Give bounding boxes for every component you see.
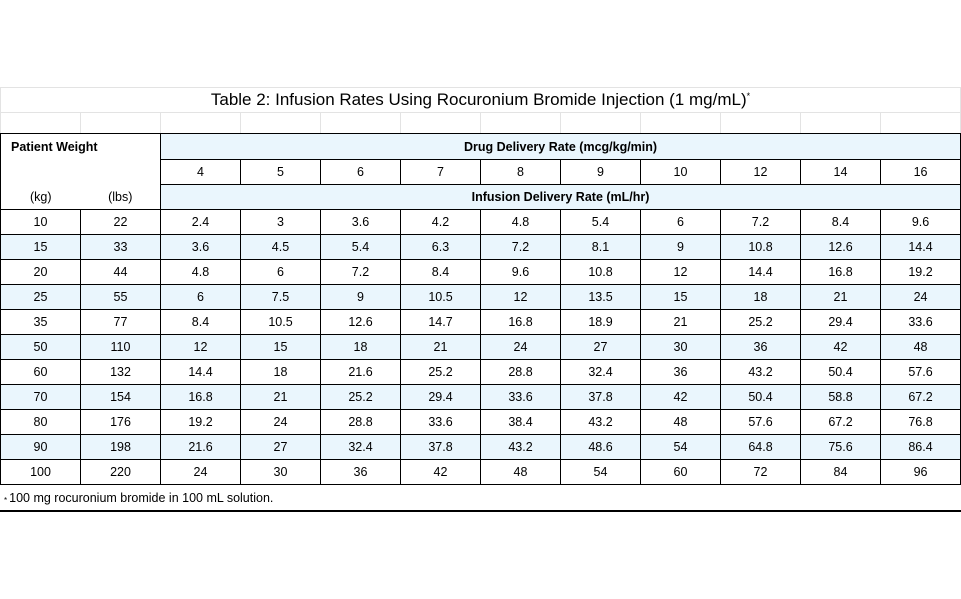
infusion-rates-table xyxy=(0,133,961,485)
infusion-rate-cell: 57.6 xyxy=(721,410,801,435)
weight-lbs-cell: 110 xyxy=(81,335,161,360)
infusion-rate-cell: 43.2 xyxy=(481,435,561,460)
infusion-rate-cell: 24 xyxy=(161,460,241,485)
infusion-rate-cell: 24 xyxy=(241,410,321,435)
infusion-rate-cell: 24 xyxy=(881,285,961,310)
infusion-rate-cell: 19.2 xyxy=(881,260,961,285)
patient-weight-header: Patient Weight xyxy=(1,134,161,160)
infusion-rate-cell: 14.4 xyxy=(721,260,801,285)
drug-delivery-rate-header: Drug Delivery Rate (mcg/kg/min) xyxy=(161,134,961,160)
infusion-rate-cell: 8.1 xyxy=(561,235,641,260)
infusion-rate-cell: 48 xyxy=(881,335,961,360)
table-title-text: Table 2: Infusion Rates Using Rocuronium Bromide Injection (1 mg/mL) xyxy=(210,90,747,109)
infusion-rate-cell: 15 xyxy=(641,285,721,310)
infusion-rate-cell: 33.6 xyxy=(481,385,561,410)
table-row xyxy=(1,360,961,385)
infusion-rate-cell: 9.6 xyxy=(881,210,961,235)
infusion-rate-cell: 4.2 xyxy=(401,210,481,235)
title-footnote-marker: * xyxy=(746,91,751,101)
infusion-rate-cell: 8.4 xyxy=(401,260,481,285)
infusion-rate-cell: 3.6 xyxy=(161,235,241,260)
infusion-rate-cell: 12 xyxy=(161,335,241,360)
weight-lbs-cell: 220 xyxy=(81,460,161,485)
infusion-rate-cell: 42 xyxy=(641,385,721,410)
weight-lbs-cell: 176 xyxy=(81,410,161,435)
table-row xyxy=(1,210,961,235)
infusion-rate-cell: 38.4 xyxy=(481,410,561,435)
dose-header: 14 xyxy=(801,160,881,185)
infusion-rate-cell: 5.4 xyxy=(561,210,641,235)
weight-lbs-cell: 132 xyxy=(81,360,161,385)
weight-kg-cell: 90 xyxy=(1,435,81,460)
dose-header: 16 xyxy=(881,160,961,185)
infusion-rate-cell: 7.2 xyxy=(481,235,561,260)
infusion-rate-cell: 30 xyxy=(641,335,721,360)
weight-kg-cell: 80 xyxy=(1,410,81,435)
dose-header: 5 xyxy=(241,160,321,185)
infusion-rate-cell: 9.6 xyxy=(481,260,561,285)
infusion-rate-cell: 30 xyxy=(241,460,321,485)
infusion-rate-cell: 48.6 xyxy=(561,435,641,460)
lbs-header: (lbs) xyxy=(81,185,161,210)
infusion-rate-cell: 21.6 xyxy=(321,360,401,385)
table-row xyxy=(1,285,961,310)
table-row xyxy=(1,235,961,260)
weight-lbs-cell: 77 xyxy=(81,310,161,335)
infusion-rate-cell: 42 xyxy=(801,335,881,360)
infusion-rate-cell: 16.8 xyxy=(161,385,241,410)
dose-header: 7 xyxy=(401,160,481,185)
infusion-rate-cell: 50.4 xyxy=(801,360,881,385)
infusion-rate-cell: 3.6 xyxy=(321,210,401,235)
infusion-rate-cell: 32.4 xyxy=(321,435,401,460)
infusion-rate-cell: 10.8 xyxy=(721,235,801,260)
infusion-rate-cell: 16.8 xyxy=(481,310,561,335)
table-row xyxy=(1,335,961,360)
infusion-delivery-rate-header: Infusion Delivery Rate (mL/hr) xyxy=(161,185,961,210)
infusion-rate-cell: 16.8 xyxy=(801,260,881,285)
dose-header: 4 xyxy=(161,160,241,185)
infusion-rate-cell: 14.4 xyxy=(161,360,241,385)
weight-lbs-cell: 198 xyxy=(81,435,161,460)
infusion-rate-cell: 60 xyxy=(641,460,721,485)
dose-header: 12 xyxy=(721,160,801,185)
infusion-rate-cell: 7.2 xyxy=(721,210,801,235)
infusion-rate-cell: 3 xyxy=(241,210,321,235)
sheet-gridline xyxy=(480,112,481,133)
infusion-rate-cell: 6 xyxy=(161,285,241,310)
weight-kg-cell: 25 xyxy=(1,285,81,310)
footnote-marker: * xyxy=(4,496,8,505)
infusion-rate-cell: 37.8 xyxy=(401,435,481,460)
infusion-rate-cell: 76.8 xyxy=(881,410,961,435)
footnote-text: 100 mg rocuronium bromide in 100 mL solution. xyxy=(9,491,274,505)
infusion-rate-cell: 25.2 xyxy=(321,385,401,410)
infusion-rate-cell: 58.8 xyxy=(801,385,881,410)
infusion-rate-cell: 75.6 xyxy=(801,435,881,460)
infusion-rate-cell: 5.4 xyxy=(321,235,401,260)
weight-kg-cell: 15 xyxy=(1,235,81,260)
infusion-rate-cell: 19.2 xyxy=(161,410,241,435)
infusion-rate-cell: 43.2 xyxy=(721,360,801,385)
infusion-rate-cell: 2.4 xyxy=(161,210,241,235)
infusion-rate-cell: 29.4 xyxy=(801,310,881,335)
infusion-rate-cell: 8.4 xyxy=(161,310,241,335)
table-title xyxy=(0,87,961,112)
infusion-rate-cell: 21 xyxy=(241,385,321,410)
infusion-rate-cell: 33.6 xyxy=(401,410,481,435)
infusion-rate-cell: 21 xyxy=(401,335,481,360)
infusion-rate-cell: 21 xyxy=(801,285,881,310)
header-row-2 xyxy=(1,160,961,185)
infusion-rate-cell: 48 xyxy=(481,460,561,485)
weight-kg-cell: 60 xyxy=(1,360,81,385)
infusion-rate-cell: 29.4 xyxy=(401,385,481,410)
infusion-rate-cell: 21.6 xyxy=(161,435,241,460)
infusion-rate-cell: 37.8 xyxy=(561,385,641,410)
infusion-rate-cell: 18 xyxy=(321,335,401,360)
infusion-rate-cell: 12 xyxy=(481,285,561,310)
infusion-rate-cell: 28.8 xyxy=(481,360,561,385)
infusion-rate-cell: 6 xyxy=(241,260,321,285)
infusion-rate-cell: 25.2 xyxy=(401,360,481,385)
sheet-gridline xyxy=(880,112,881,133)
infusion-rate-cell: 18 xyxy=(721,285,801,310)
infusion-rate-cell: 6.3 xyxy=(401,235,481,260)
infusion-rate-cell: 6 xyxy=(641,210,721,235)
infusion-rate-cell: 28.8 xyxy=(321,410,401,435)
table-row xyxy=(1,385,961,410)
infusion-rate-cell: 42 xyxy=(401,460,481,485)
infusion-rate-cell: 96 xyxy=(881,460,961,485)
sheet-gridline xyxy=(160,112,161,133)
infusion-rate-cell: 67.2 xyxy=(801,410,881,435)
table-row xyxy=(1,410,961,435)
infusion-rate-cell: 27 xyxy=(561,335,641,360)
table-row xyxy=(1,435,961,460)
weight-kg-cell: 20 xyxy=(1,260,81,285)
table-footnote xyxy=(0,486,961,512)
infusion-rate-cell: 4.8 xyxy=(481,210,561,235)
sheet-gridline xyxy=(640,112,641,133)
infusion-rate-cell: 7.2 xyxy=(321,260,401,285)
dose-header: 8 xyxy=(481,160,561,185)
weight-lbs-cell: 33 xyxy=(81,235,161,260)
infusion-rate-cell: 4.5 xyxy=(241,235,321,260)
infusion-rate-cell: 67.2 xyxy=(881,385,961,410)
table-row xyxy=(1,460,961,485)
infusion-rate-cell: 7.5 xyxy=(241,285,321,310)
infusion-rate-cell: 86.4 xyxy=(881,435,961,460)
infusion-rate-cell: 24 xyxy=(481,335,561,360)
infusion-rate-cell: 32.4 xyxy=(561,360,641,385)
table-row xyxy=(1,260,961,285)
kg-header: (kg) xyxy=(1,185,81,210)
dose-header: 9 xyxy=(561,160,641,185)
weight-kg-cell: 100 xyxy=(1,460,81,485)
infusion-rate-cell: 13.5 xyxy=(561,285,641,310)
infusion-rate-cell: 10.8 xyxy=(561,260,641,285)
sheet-gridline xyxy=(80,112,81,133)
infusion-rate-cell: 14.7 xyxy=(401,310,481,335)
infusion-rate-cell: 14.4 xyxy=(881,235,961,260)
infusion-rate-cell: 48 xyxy=(641,410,721,435)
infusion-rate-cell: 43.2 xyxy=(561,410,641,435)
infusion-rate-cell: 25.2 xyxy=(721,310,801,335)
infusion-rate-cell: 9 xyxy=(641,235,721,260)
header-row-1 xyxy=(1,134,961,160)
sheet-gridline xyxy=(720,112,721,133)
infusion-rate-cell: 50.4 xyxy=(721,385,801,410)
infusion-rate-cell: 9 xyxy=(321,285,401,310)
infusion-rate-cell: 12 xyxy=(641,260,721,285)
infusion-rate-cell: 36 xyxy=(641,360,721,385)
sheet-gridline xyxy=(240,112,241,133)
sheet-gridline xyxy=(800,112,801,133)
weight-lbs-cell: 44 xyxy=(81,260,161,285)
dose-header: 10 xyxy=(641,160,721,185)
dose-header: 6 xyxy=(321,160,401,185)
infusion-rate-cell: 4.8 xyxy=(161,260,241,285)
infusion-rate-cell: 64.8 xyxy=(721,435,801,460)
sheet-gridline xyxy=(560,112,561,133)
infusion-rate-cell: 18.9 xyxy=(561,310,641,335)
infusion-rate-cell: 10.5 xyxy=(401,285,481,310)
weight-lbs-cell: 55 xyxy=(81,285,161,310)
infusion-rate-cell: 18 xyxy=(241,360,321,385)
infusion-rate-cell: 72 xyxy=(721,460,801,485)
infusion-rate-cell: 15 xyxy=(241,335,321,360)
sheet-gridline xyxy=(320,112,321,133)
table-row xyxy=(1,310,961,335)
infusion-rate-cell: 12.6 xyxy=(321,310,401,335)
infusion-rate-cell: 57.6 xyxy=(881,360,961,385)
weight-lbs-cell: 22 xyxy=(81,210,161,235)
weight-kg-cell: 50 xyxy=(1,335,81,360)
header-spacer xyxy=(1,160,81,185)
infusion-rate-cell: 54 xyxy=(641,435,721,460)
sheet-gridline xyxy=(400,112,401,133)
infusion-rate-cell: 27 xyxy=(241,435,321,460)
infusion-rate-cell: 21 xyxy=(641,310,721,335)
infusion-rate-cell: 8.4 xyxy=(801,210,881,235)
weight-kg-cell: 70 xyxy=(1,385,81,410)
weight-lbs-cell: 154 xyxy=(81,385,161,410)
infusion-rate-cell: 33.6 xyxy=(881,310,961,335)
infusion-rate-cell: 10.5 xyxy=(241,310,321,335)
infusion-rate-cell: 12.6 xyxy=(801,235,881,260)
header-spacer xyxy=(81,160,161,185)
weight-kg-cell: 10 xyxy=(1,210,81,235)
infusion-rate-cell: 54 xyxy=(561,460,641,485)
infusion-rate-cell: 36 xyxy=(721,335,801,360)
infusion-rate-cell: 36 xyxy=(321,460,401,485)
weight-kg-cell: 35 xyxy=(1,310,81,335)
infusion-rate-cell: 84 xyxy=(801,460,881,485)
header-row-3 xyxy=(1,185,961,210)
